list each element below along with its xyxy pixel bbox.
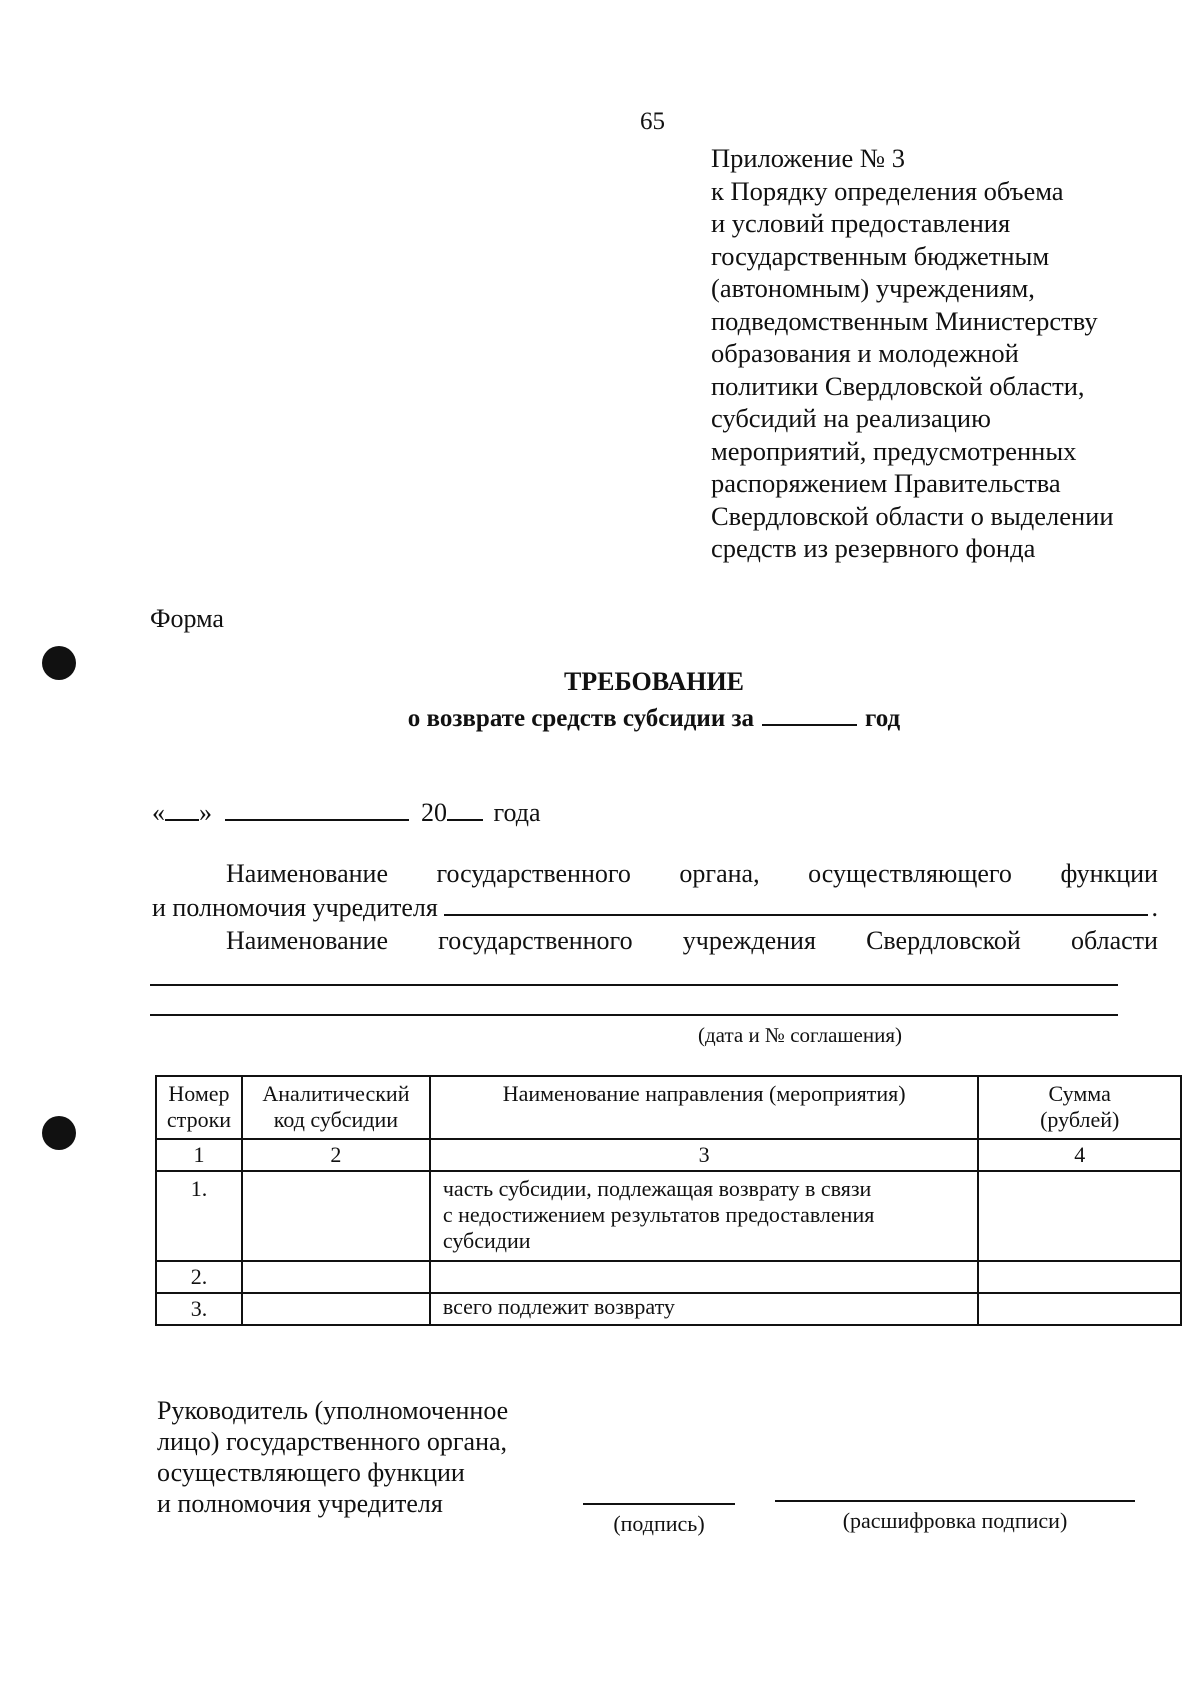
page-number: 65 bbox=[640, 108, 665, 135]
word: Свердловской bbox=[866, 926, 1021, 955]
signatory-line: Руководитель (уполномоченное bbox=[157, 1396, 509, 1425]
form-label: Форма bbox=[150, 604, 224, 633]
header-direction-name: Наименование направления (мероприятия) bbox=[430, 1076, 979, 1139]
column-number: 4 bbox=[978, 1139, 1181, 1171]
column-number: 2 bbox=[242, 1139, 430, 1171]
signatory-line: лицо) государственного органа, bbox=[157, 1427, 508, 1456]
appendix-line: образования и молодежной bbox=[711, 338, 1019, 368]
signatory-line: и полномочия учредителя bbox=[157, 1489, 443, 1518]
founder-end: . bbox=[1151, 893, 1158, 922]
founder-blank bbox=[444, 894, 1148, 916]
signatory-line: осуществляющего функции bbox=[157, 1458, 465, 1487]
row-code bbox=[242, 1293, 430, 1325]
word: осуществляющего bbox=[808, 859, 1012, 888]
signatory-title bbox=[157, 1395, 508, 1519]
punch-hole-bottom bbox=[42, 1116, 76, 1150]
row-sum bbox=[978, 1261, 1181, 1293]
institution-blank-line-2 bbox=[150, 1014, 1118, 1016]
subtitle-year-word: год bbox=[865, 705, 901, 732]
subsidy-table bbox=[155, 1075, 1182, 1326]
appendix-line: Приложение № 3 bbox=[711, 143, 906, 173]
appendix-header bbox=[711, 142, 1114, 565]
appendix-line: государственным бюджетным bbox=[711, 240, 1050, 271]
column-number-row bbox=[156, 1139, 1181, 1171]
header-sum: Сумма (рублей) bbox=[978, 1076, 1181, 1139]
signature-line bbox=[583, 1503, 735, 1505]
open-quote: « bbox=[152, 798, 165, 827]
table-header-row bbox=[156, 1076, 1181, 1139]
appendix-line: подведомственным Министерству bbox=[711, 305, 1098, 336]
year-blank bbox=[447, 799, 483, 821]
row-name: часть субсидии, подлежащая возврату в связи с недостижением результатов предоставления субсидии bbox=[430, 1171, 979, 1261]
signature-caption: (подпись) bbox=[613, 1511, 705, 1536]
appendix-line: мероприятий, предусмотренных bbox=[711, 435, 1077, 466]
word: учреждения bbox=[682, 926, 816, 955]
day-blank bbox=[165, 799, 199, 821]
table-row bbox=[156, 1293, 1181, 1325]
subtitle-text: о возврате средств субсидии за bbox=[407, 705, 755, 732]
column-number: 3 bbox=[430, 1139, 979, 1171]
year-suffix: года bbox=[493, 798, 541, 827]
year-prefix: 20 bbox=[421, 798, 447, 827]
founder-second-line: и полномочия учредителя bbox=[152, 893, 438, 922]
institution-blank-line-1 bbox=[150, 984, 1118, 986]
appendix-line: средств из резервного фонда bbox=[711, 533, 1036, 563]
document-title: ТРЕБОВАНИЕ bbox=[563, 667, 745, 696]
word: органа, bbox=[679, 859, 760, 888]
year-blank bbox=[762, 702, 857, 726]
appendix-line: распоряжением Правительства bbox=[711, 468, 1061, 498]
row-number: 2. bbox=[156, 1261, 242, 1293]
word: государственного bbox=[438, 926, 633, 955]
document-subtitle bbox=[0, 702, 1200, 733]
column-number: 1 bbox=[156, 1139, 242, 1171]
signature-decode-line bbox=[775, 1500, 1135, 1502]
word: Наименование bbox=[226, 926, 388, 955]
agreement-caption: (дата и № соглашения) bbox=[697, 1023, 903, 1047]
month-blank bbox=[225, 799, 409, 821]
table-row bbox=[156, 1171, 1181, 1261]
header-row-number: Номер строки bbox=[156, 1076, 242, 1139]
signature-decode-caption: (расшифровка подписи) bbox=[842, 1508, 1068, 1533]
close-quote: » bbox=[199, 798, 212, 827]
appendix-line: Свердловской области о выделении bbox=[711, 500, 1114, 531]
signature-decode-field bbox=[775, 1500, 1135, 1534]
row-code bbox=[242, 1261, 430, 1293]
institution-paragraph bbox=[152, 926, 1158, 956]
word: функции bbox=[1060, 859, 1158, 888]
appendix-line: и условий предоставления bbox=[711, 208, 1011, 238]
word: области bbox=[1071, 926, 1158, 955]
header-analytic-code: Аналитический код субсидии bbox=[242, 1076, 430, 1139]
appendix-line: (автономным) учреждениям, bbox=[711, 273, 1035, 303]
word: Наименование bbox=[226, 859, 388, 888]
row-number: 3. bbox=[156, 1293, 242, 1325]
appendix-line: политики Свердловской области, bbox=[711, 370, 1085, 401]
appendix-line: субсидий на реализацию bbox=[711, 403, 991, 433]
founder-paragraph bbox=[152, 859, 1158, 923]
row-name bbox=[430, 1261, 979, 1293]
date-line bbox=[152, 798, 541, 828]
word: государственного bbox=[436, 859, 631, 888]
row-sum bbox=[978, 1293, 1181, 1325]
appendix-line: к Порядку определения объема bbox=[711, 175, 1064, 206]
table-row bbox=[156, 1261, 1181, 1293]
row-sum bbox=[978, 1171, 1181, 1261]
row-code bbox=[242, 1171, 430, 1261]
signature-field bbox=[583, 1503, 735, 1537]
row-number: 1. bbox=[156, 1171, 242, 1261]
row-name: всего подлежит возврату bbox=[430, 1293, 979, 1325]
